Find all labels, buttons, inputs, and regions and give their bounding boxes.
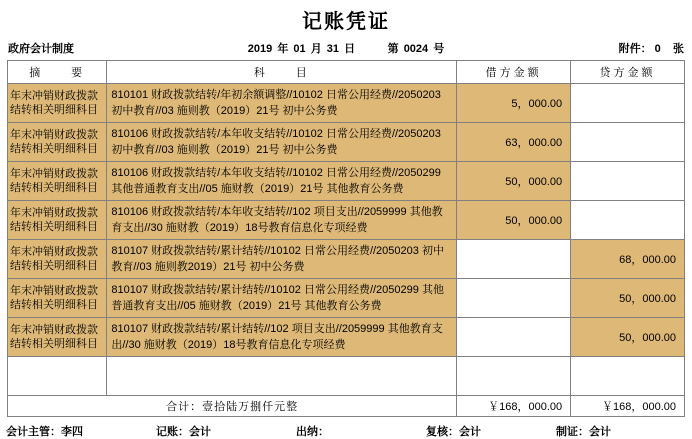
reviewer-label: 复核： bbox=[426, 426, 459, 438]
row-credit bbox=[571, 162, 685, 201]
cashier bbox=[296, 423, 426, 439]
row-credit: 50，000.00 bbox=[571, 318, 685, 357]
voucher-meta bbox=[0, 36, 692, 60]
row-debit: 5，000.00 bbox=[457, 84, 571, 123]
meta-month-label: 月 bbox=[310, 43, 322, 55]
meta-month: 01 bbox=[293, 43, 306, 55]
row-subject: 810107 财政拨款结转/累计结转//10102 日常公用经费//2050299 其他普通教育支出//05 施财教（2019）21号 其他教育公务费 bbox=[107, 279, 457, 318]
row-credit bbox=[571, 201, 685, 240]
row-debit: 50，000.00 bbox=[457, 162, 571, 201]
total-row bbox=[8, 396, 685, 417]
maker bbox=[556, 423, 682, 439]
row-subject-empty bbox=[107, 357, 457, 396]
header-credit: 贷方金额 bbox=[571, 61, 685, 84]
meta-no-suffix: 号 bbox=[433, 43, 445, 55]
reviewer bbox=[426, 423, 556, 439]
table-row[interactable] bbox=[8, 123, 685, 162]
table-row[interactable] bbox=[8, 201, 685, 240]
row-debit bbox=[457, 240, 571, 279]
table-row[interactable] bbox=[8, 240, 685, 279]
bookkeeper bbox=[156, 423, 296, 439]
accounting-manager-value: 李四 bbox=[61, 426, 83, 438]
header-subject: 科 目 bbox=[107, 61, 457, 84]
attachment-value: 0 bbox=[654, 43, 661, 55]
row-subject: 810101 财政拨款结转/年初余额调整//10102 日常公用经费//2050203 初中教育//03 施则教（2019）21号 初中公务费 bbox=[107, 84, 457, 123]
row-subject: 810106 财政拨款结转/本年收支结转//10102 日常公用经费//2050203 初中教育//03 施则教（2019）21号 初中公务费 bbox=[107, 123, 457, 162]
attachment-label: 附件： bbox=[618, 43, 652, 55]
attachment-count bbox=[534, 40, 684, 56]
row-credit bbox=[571, 84, 685, 123]
row-subject: 810106 财政拨款结转/本年收支结转//10102 日常公用经费//2050299 其他普通教育支出//05 施财教（2019）21号 其他教育公务费 bbox=[107, 162, 457, 201]
page-title: 记账凭证 bbox=[302, 11, 390, 33]
signature-row bbox=[0, 417, 692, 439]
meta-no: 0024 bbox=[403, 43, 429, 55]
voucher-table bbox=[7, 60, 685, 417]
row-credit: 50，000.00 bbox=[571, 279, 685, 318]
row-abstract: 年末冲销财政拨款结转相关明细科目 bbox=[8, 123, 107, 162]
row-abstract: 年末冲销财政拨款结转相关明细科目 bbox=[8, 240, 107, 279]
total-debit: ￥168，000.00 bbox=[457, 396, 571, 417]
reviewer-value: 会计 bbox=[459, 426, 481, 438]
header-abstract: 摘 要 bbox=[8, 61, 107, 84]
meta-day-label: 日 bbox=[344, 43, 356, 55]
accounting-system-label: 政府会计制度 bbox=[8, 43, 74, 55]
row-debit bbox=[457, 279, 571, 318]
row-abstract: 年末冲销财政拨款结转相关明细科目 bbox=[8, 84, 107, 123]
header-row bbox=[8, 61, 685, 84]
table-row-empty[interactable] bbox=[8, 357, 685, 396]
row-subject: 810107 财政拨款结转/累计结转//10102 日常公用经费//2050203 初中教育//03 施则教2019）21号 初中公务费 bbox=[107, 240, 457, 279]
accounting-manager-label: 会计主管： bbox=[6, 426, 61, 438]
cashier-label: 出纳： bbox=[296, 426, 329, 438]
row-abstract: 年末冲销财政拨款结转相关明细科目 bbox=[8, 201, 107, 240]
row-abstract: 年末冲销财政拨款结转相关明细科目 bbox=[8, 318, 107, 357]
total-label: 合计：壹拾陆万捌仟元整 bbox=[8, 396, 457, 417]
row-abstract-empty bbox=[8, 357, 107, 396]
row-credit: 68，000.00 bbox=[571, 240, 685, 279]
bookkeeper-value: 会计 bbox=[189, 426, 211, 438]
voucher-table-body bbox=[8, 84, 685, 417]
voucher-date-and-number bbox=[158, 40, 534, 56]
total-credit: ￥168，000.00 bbox=[571, 396, 685, 417]
meta-year: 2019 bbox=[247, 43, 273, 55]
voucher-table-header bbox=[8, 61, 685, 84]
row-credit-empty bbox=[571, 357, 685, 396]
row-abstract: 年末冲销财政拨款结转相关明细科目 bbox=[8, 162, 107, 201]
row-debit bbox=[457, 318, 571, 357]
bookkeeper-label: 记账： bbox=[156, 426, 189, 438]
header-debit: 借方金额 bbox=[457, 61, 571, 84]
maker-value: 会计 bbox=[589, 426, 611, 438]
table-row[interactable] bbox=[8, 162, 685, 201]
table-row[interactable] bbox=[8, 318, 685, 357]
row-debit-empty bbox=[457, 357, 571, 396]
table-row[interactable] bbox=[8, 279, 685, 318]
attachment-unit: 张 bbox=[673, 43, 684, 55]
row-credit bbox=[571, 123, 685, 162]
row-debit: 50，000.00 bbox=[457, 201, 571, 240]
row-subject: 810106 财政拨款结转/本年收支结转//102 项目支出//2059999 其他教育支出//30 施财教（2019）18号教育信息化专项经费 bbox=[107, 201, 457, 240]
row-debit: 63，000.00 bbox=[457, 123, 571, 162]
row-abstract: 年末冲销财政拨款结转相关明细科目 bbox=[8, 279, 107, 318]
accounting-manager bbox=[6, 423, 156, 439]
table-row[interactable] bbox=[8, 84, 685, 123]
meta-no-label: 第 bbox=[387, 43, 399, 55]
maker-label: 制证： bbox=[556, 426, 589, 438]
meta-day: 31 bbox=[326, 43, 339, 55]
row-subject: 810107 财政拨款结转/累计结转//102 项目支出//2059999 其他教育支出//30 施财教（2019）18号教育信息化专项经费 bbox=[107, 318, 457, 357]
meta-year-label: 年 bbox=[277, 43, 289, 55]
